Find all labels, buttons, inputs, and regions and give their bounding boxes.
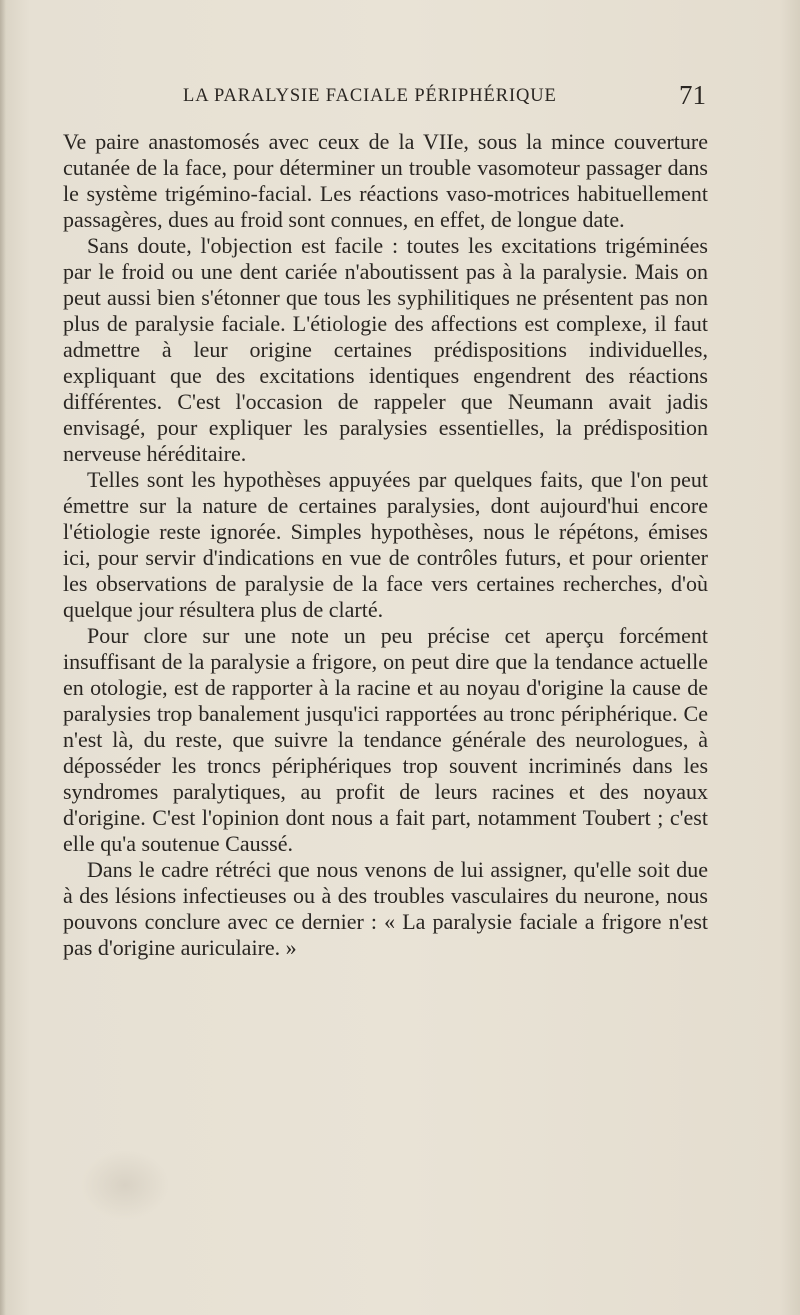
page-binding-edge [0, 0, 6, 1315]
paragraph: Dans le cadre rétréci que nous venons de lui assigner, qu'elle soit due à des lésions infectieuses ou à des troubles vasculaires du neurone, nous pouvons conclure avec ce dernier : « La paralysie faciale a frigore n'est pas d'origine auriculaire. » [63, 857, 708, 960]
paragraph: Ve paire anastomosés avec ceux de la VIIe, sous la mince couverture cutanée de la face, pour déterminer un trouble vasomoteur passager dans le système trigémino-facial. Les réactions vaso-motrices habituellement passagères, dues au froid sont connues, en effet, de longue date. [63, 129, 708, 232]
page-number: 71 [679, 80, 706, 110]
paragraph: Telles sont les hypothèses appuyées par quelques faits, que l'on peut émettre sur la nature de certaines paralysies, dont aujourd'hui encore l'étiologie reste ignorée. Simples hypothèses, nous le répétons, émises ici, pour servir d'indications en vue de contrôles futurs, et pour orienter les observations de paralysie de la face vers certaines recherches, d'où quelque jour résultera plus de clarté. [63, 467, 708, 622]
paragraph: Sans doute, l'objection est facile : toutes les excitations trigéminées par le froid ou une dent cariée n'aboutissent pas à la paralysie. Mais on peut aussi bien s'étonner que tous les syphilitiques ne présentent pas non plus de paralysie faciale. L'étiologie des affections est complexe, il faut admettre à leur origine certaines prédispositions individuelles, expliquant que des excitations identiques engendrent des réactions différentes. C'est l'occasion de rappeler que Neumann avait jadis envisagé, pour expliquer les paralysies essentielles, la prédisposition nerveuse héréditaire. [63, 233, 708, 466]
body-text [63, 129, 708, 961]
running-title: LA PARALYSIE FACIALE PÉRIPHÉRIQUE [183, 86, 557, 106]
paragraph: Pour clore sur une note un peu précise cet aperçu forcément insuffisant de la paralysie a frigore, on peut dire que la tendance actuelle en otologie, est de rapporter à la racine et au noyau d'origine la cause de paralysies trop banalement jusqu'ici rapportées au tronc périphérique. Ce n'est là, du reste, que suivre la tendance générale des neurologues, à déposséder les troncs périphériques trop souvent incriminés dans les syndromes paralytiques, au profit de leurs racines et des noyaux d'origine. C'est l'opinion dont nous a fait part, notamment Toubert ; c'est elle qu'a soutenue Caussé. [63, 623, 708, 856]
paper-stain [80, 1150, 170, 1220]
page-header [63, 80, 708, 116]
